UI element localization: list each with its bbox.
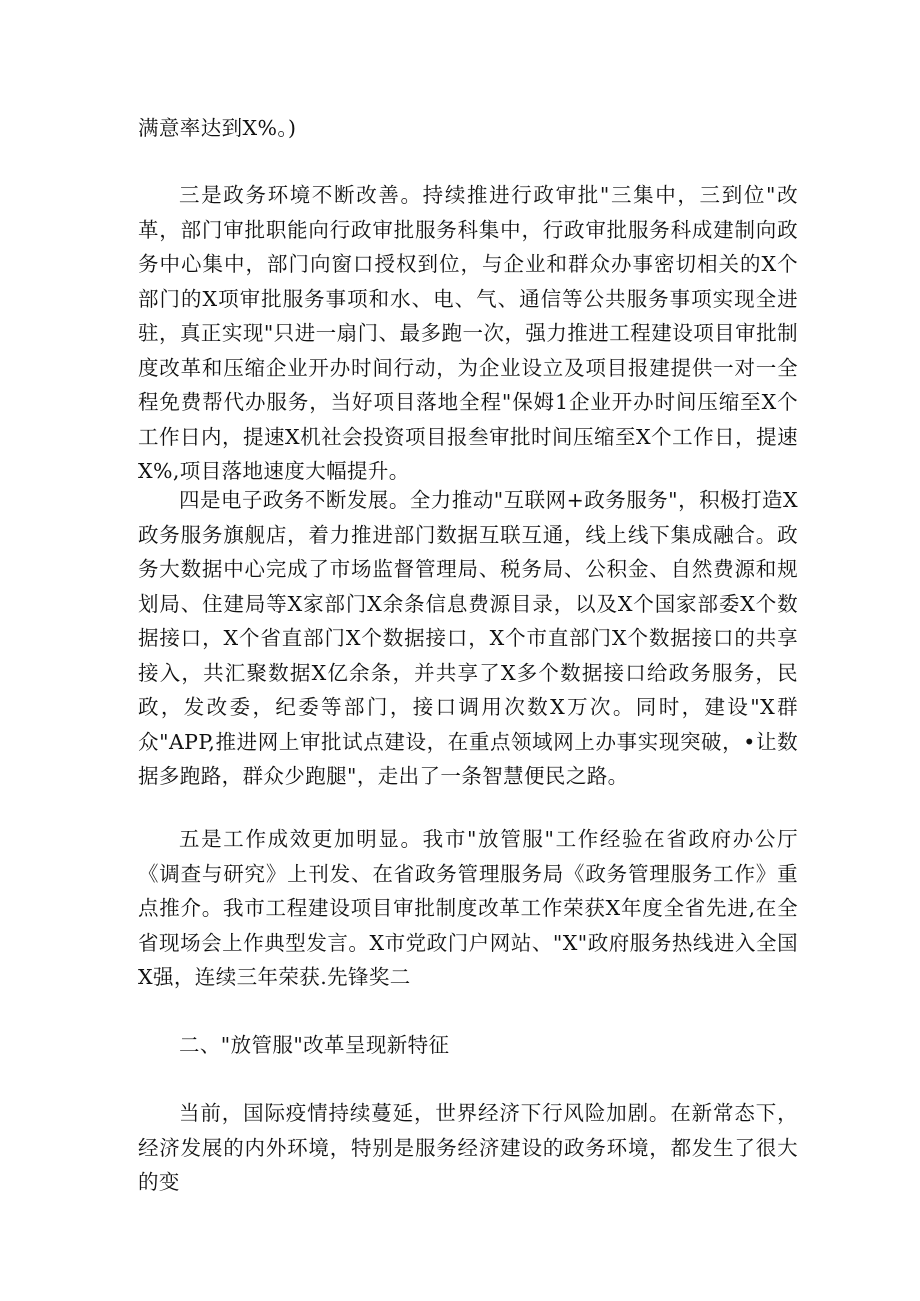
- paragraph-current-situation: 当前，国际疫情持续蔓延，世界经济下行风险加剧。在新常态下，经济发展的内外环境，特别是服务经济建设的政务环境，都发生了很大的变: [138, 1101, 798, 1194]
- paragraph-e-government: 四是电子政务不断发展。全力推动"互联网+政务服务"，积极打造X政务服务旗舰店，着力推进部门数据互联互通，线上线下集成融合。政务大数据中心完成了市场监督管理局、税务局、公积金、自然费源和规划局、住建局等X家部门X余条信息费源目录，以及X个国家部委X个数据接口，X个省直部门X个数据接口，X个市直部门X个数据接口的共享接入，共汇聚数据X亿余条，并共享了X多个数据接口给政务服务，民政，发改委，纪委等部门，接口调用次数X万次。同时，建设"X群众"APP,推进网上审批试点建设，在重点领域网上办事实现突破，•让数据多跑路，群众少跑腿"，走出了一条智慧便民之路。: [138, 488, 798, 788]
- paragraph-government-environment: 三是政务环境不断改善。持续推进行政审批"三集中，三到位"改革，部门审批职能向行政审批服务科集中，行政审批服务科成建制向政务中心集中，部门向窗口授权到位，与企业和群众办事密切相关的X个部门的X项审批服务事项和水、电、气、通信等公共服务事项实现全进驻，真正实现"只进一扇门、最多跑一次，强力推进工程建设项目审批制度改革和压缩企业开办时间行动，为企业设立及项目报建提供一对一全程免费帮代办服务，当好项目落地全程"保姆1企业开办时间压缩至X个工作日内，提速X机社会投资项目报叁审批时间压缩至X个工作日，提速X%,项目落地速度大幅提升。: [138, 183, 798, 483]
- section-heading: 二、"放管服"改革呈现新特征: [179, 1033, 450, 1057]
- paragraph-satisfaction-rate: 满意率达到X%。): [138, 116, 297, 140]
- paragraph-work-results: 五是工作成效更加明显。我市"放管服"工作经验在省政府办公厅《调查与研究》上刊发、在省政务管理服务局《政务管理服务工作》重点推介。我市工程建设项目审批制度改革工作荣获X年度全省先进,在全省现场会上作典型发言。X市党政门户网站、"X"政府服务热线进入全国X强，连续三年荣获.先锋奖二: [138, 827, 798, 989]
